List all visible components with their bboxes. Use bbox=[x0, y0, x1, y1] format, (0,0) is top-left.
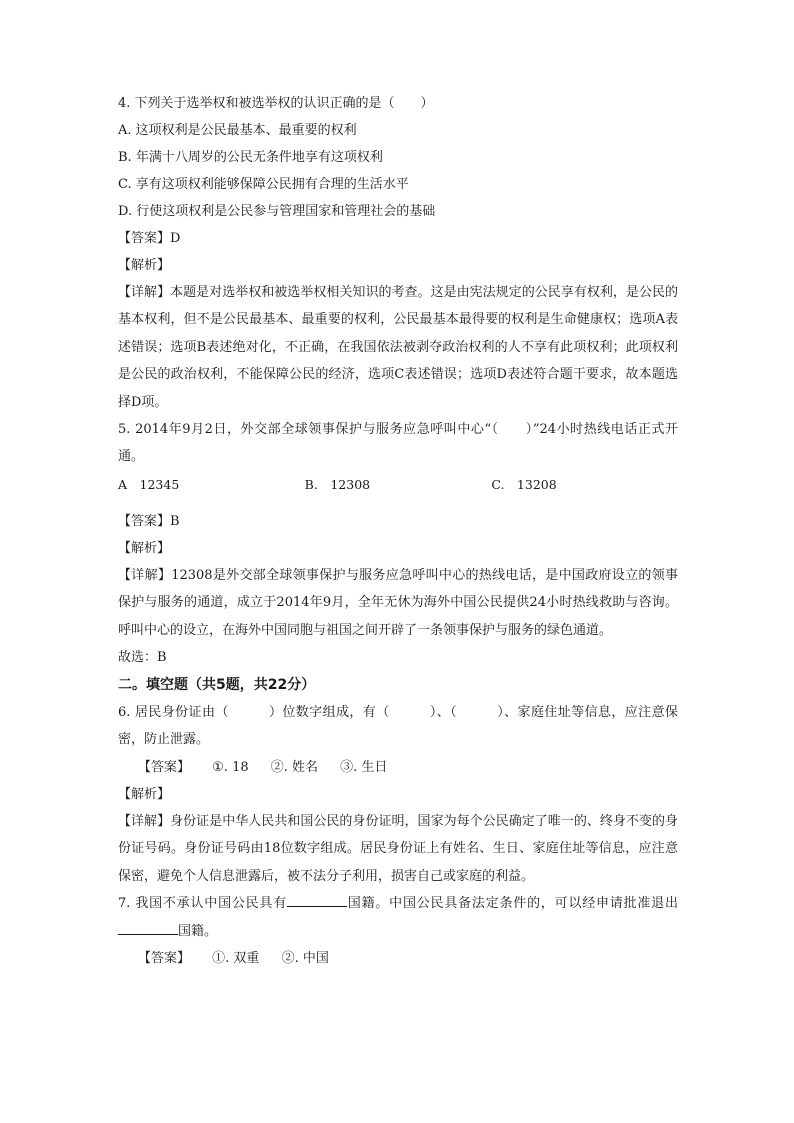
question-7-stem bbox=[118, 890, 678, 945]
question-7-answer-2: ②. 中国 bbox=[281, 950, 329, 966]
question-4-option-d: D. 行使这项权利是公民参与管理国家和管理社会的基础 bbox=[118, 204, 436, 219]
question-6-answer-3: ③. 生日 bbox=[340, 759, 388, 775]
question-7-blank-2 bbox=[118, 920, 178, 935]
question-4-option-b: B. 年满十八周岁的公民无条件地享有这项权利 bbox=[118, 150, 383, 165]
question-7-blank-1 bbox=[287, 892, 347, 907]
question-5-option-b: B. 12308 bbox=[304, 476, 371, 492]
question-5-analysis-label: 【解析】 bbox=[118, 540, 171, 556]
question-5-detail: 【详解】12308是外交部全球领事保护与服务应急呼叫中心的热线电话，是中国政府设立的领事保护与服务的通道，成立于2014年9月，全年无休为海外中国公民提供24小时热线救助与咨询。呼叫中心的设立，在海外中国同胞与祖国之间开辟了一条领事保护与服务的绿色通道。 bbox=[118, 567, 678, 638]
question-4-answer: 【答案】D bbox=[118, 231, 181, 246]
question-4-option-c: C. 享有这项权利能够保障公民拥有合理的生活水平 bbox=[118, 177, 409, 192]
question-7-answer-label: 【答案】 bbox=[138, 950, 191, 966]
spacer bbox=[118, 498, 678, 508]
question-5-options bbox=[118, 471, 678, 498]
question-5-stem: 5. 2014年9月2日，外交部全球领事保护与服务应急呼叫中心“（ ）”24小时热线电话正式开通。 bbox=[118, 422, 678, 465]
question-6-detail: 【详解】身份证是中华人民共和国公民的身份证明，国家为每个公民确定了唯一的、终身不变的身份证号码。身份证号码由18位数字组成。居民身份证上有姓名、生日、家庭住址等信息，应注意保密，避免个人信息泄露后，被不法分子利用，损害自己或家庭的利益。 bbox=[118, 813, 678, 884]
question-6-answer-1: ①. 18 bbox=[212, 759, 249, 775]
question-5-choice: 故选：B bbox=[118, 650, 167, 666]
question-6-stem: 6. 居民身份证由（ ）位数字组成，有（ ）、（ ）、家庭住址等信息，应注意保密，防止泄露。 bbox=[118, 705, 678, 748]
question-4-stem: 4. 下列关于选举权和被选举权的认识正确的是（ ） bbox=[118, 96, 434, 111]
section-2-title: 二。填空题（共5题，共22分） bbox=[118, 677, 316, 694]
question-6-answer-label: 【答案】 bbox=[138, 759, 191, 775]
question-5-answer: 【答案】B bbox=[118, 513, 180, 529]
document-page bbox=[118, 90, 678, 972]
question-7-answer-row bbox=[118, 945, 678, 972]
question-4-option-a: A. 这项权利是公民最基本、最重要的权利 bbox=[118, 123, 357, 138]
question-7-stem-part-3: 国籍。 bbox=[178, 923, 218, 939]
question-6-answer-row bbox=[118, 754, 678, 781]
question-4-analysis-label: 【解析】 bbox=[118, 258, 171, 273]
question-5-option-a: A 12345 bbox=[118, 476, 180, 492]
question-6-analysis-label: 【解析】 bbox=[118, 786, 171, 802]
question-4-detail: 【详解】本题是对选举权和被选举权相关知识的考查。这是由宪法规定的公民享有权利，是公民的基本权利，但不是公民最基本、最重要的权利，公民最基本最得要的权利是生命健康权；选项A表述错误；选项B表述绝对化，不正确，在我国依法被剥夺政治权利的人不享有此项权利；此项权利是公民的政治权利，不能保障公民的经济，选项C表述错误；选项D表述符合题干要求，故本题选择D项。 bbox=[118, 285, 678, 410]
question-7-answer-1: ①. 双重 bbox=[212, 950, 260, 966]
question-5-option-c: C. 13208 bbox=[491, 476, 557, 492]
question-7-stem-part-2: 国籍。中国公民具备法定条件的，可以经申请批准退出 bbox=[347, 896, 678, 912]
question-7-stem-part-1: 7. 我国不承认中国公民具有 bbox=[118, 896, 288, 912]
question-6-answer-2: ②. 姓名 bbox=[270, 759, 319, 775]
